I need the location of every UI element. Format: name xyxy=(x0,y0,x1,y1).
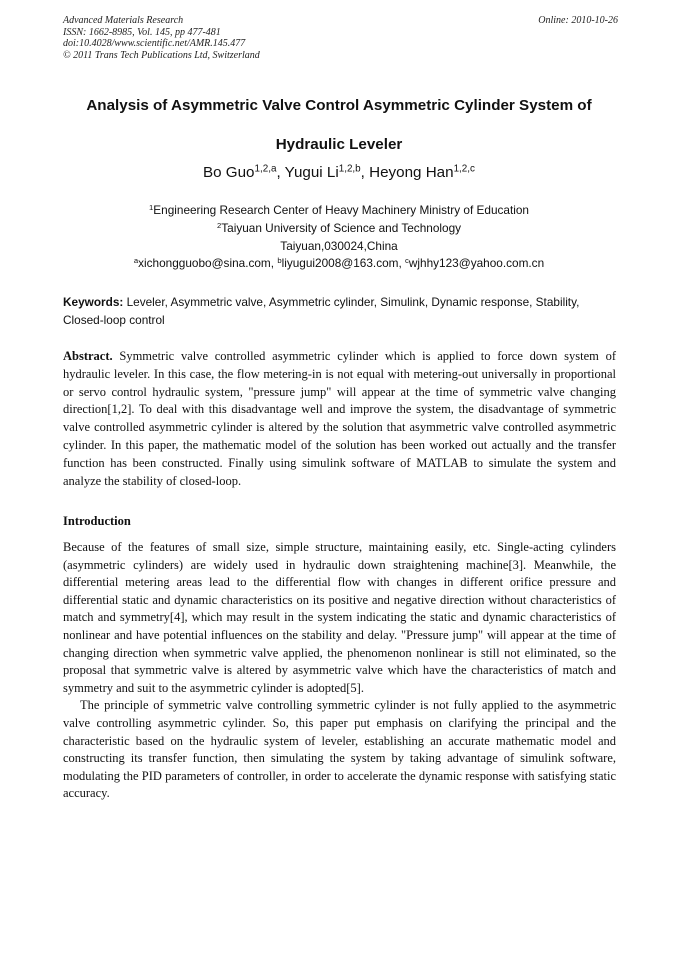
affiliation-text: Taiyuan University of Science and Technology xyxy=(221,220,462,235)
author-affiliation-mark: 1,2,b xyxy=(338,163,361,175)
paper-title xyxy=(40,86,638,164)
email-mark: c xyxy=(405,256,409,266)
section-heading-introduction: Introduction xyxy=(63,514,131,528)
email-mark: b xyxy=(277,256,282,266)
affiliation-mark: 2 xyxy=(216,220,222,230)
author-name: Heyong Han xyxy=(369,164,454,181)
online-date: Online: 2010-10-26 xyxy=(538,15,618,26)
author-list xyxy=(40,163,638,183)
issn-line: ISSN: 1662-8985, Vol. 145, pp 477-481 xyxy=(63,26,221,38)
affiliation-2 xyxy=(40,220,638,238)
keywords-text: Leveler, Asymmetric valve, Asymmetric cylinder, Simulink, Dynamic response, Stability, Closed-loop control xyxy=(63,295,580,327)
introduction-body xyxy=(63,539,616,803)
author-name: Bo Guo xyxy=(203,164,255,181)
author-affiliation-mark: 1,2,a xyxy=(254,163,277,175)
email-c: wjhhy123@yahoo.com.cn xyxy=(408,256,545,271)
email-a: xichongguobo@sina.com, xyxy=(138,256,278,271)
affiliation-text: Engineering Research Center of Heavy Machinery Ministry of Education xyxy=(153,203,529,217)
title-line-1: Analysis of Asymmetric Valve Control Asymmetric Cylinder System of xyxy=(86,97,592,114)
email-mark: a xyxy=(133,256,139,266)
affiliation-city: Taiyuan,030024,China xyxy=(280,238,398,253)
affiliation-1 xyxy=(40,202,638,220)
email-b: liyugui2008@163.com, xyxy=(281,256,406,271)
keywords xyxy=(63,294,616,329)
author-separator: , xyxy=(276,164,285,181)
keywords-label: Keywords: xyxy=(63,295,124,309)
author-name: Yugui Li xyxy=(284,164,339,181)
journal-info xyxy=(63,15,403,61)
abstract-text: Symmetric valve controlled asymmetric cylinder which is applied to force down system of hydraulic leveler. In this case, the flow metering-in is not equal with metering-out universally in proportional or servo control hydraulic system, "pressure jump" will appear at the time of symmetric valve changing direction[1,2]. To deal with this disadvantage well and improve the system, the disadvantage of symmetric valve controlled asymmetric cylinder is altered by the solution that asymmetric valve controlled asymmetric cylinder. In this paper, the mathematic model of the solution has been worked out actually and the transfer function has been constructed. Finally using simulink software of MATLAB to simulate the system and analyze the stability of closed-loop. xyxy=(63,349,616,488)
author-affiliation-mark: 1,2,c xyxy=(453,163,475,175)
introduction-paragraph-1: Because of the features of small size, simple structure, maintaining easily, etc. Single-acting cylinders (asymmetric cylinders) are widely used in hydraulic down straightening machine[3]. Meanwhile, the differential metering areas lead to the differential flow with changes in different orifice pressure and differential static and dynamic characteristics on its positive and negative direction without characteristics of match and symmetry[4], which may result in the system indicating the static and dynamic characteristics of nonlinear and have potential influences on the stability and delay. "Pressure jump" will appear at the time of changing direction when symmetric valve applied, the phenomenon nonlinear is still not eliminated, so the proposal that symmetric valve is altered by asymmetric valve which have the characteristics of match and symmetry and suit to the asymmetric cylinder is adopted[5]. xyxy=(63,540,616,695)
abstract-label: Abstract. xyxy=(63,349,113,363)
doi-line: doi:10.4028/www.scientific.net/AMR.145.477 xyxy=(63,38,246,49)
abstract xyxy=(63,348,616,490)
affiliation-mark: 1 xyxy=(149,202,154,212)
author-separator: , xyxy=(360,164,370,181)
title-line-2: Hydraulic Leveler xyxy=(275,136,403,153)
copyright-line: © 2011 Trans Tech Publications Ltd, Switzerland xyxy=(63,49,260,61)
journal-name: Advanced Materials Research xyxy=(63,15,184,26)
affiliations xyxy=(40,202,638,273)
introduction-paragraph-2: The principle of symmetric valve controlling symmetric cylinder is not fully applied to the asymmetric valve controlling asymmetric cylinder. So, this paper put emphasis on clarifying the principal and the characteristic based on the hydraulic system of leveler, establishing an accurate mathematic model and constructing its transfer function, then simulating the system by taking advantage of simulink software, modulating the PID parameters of controller, in order to accelerate the dynamic response with satisfying static accuracy. xyxy=(63,698,616,801)
author-emails xyxy=(40,255,638,273)
